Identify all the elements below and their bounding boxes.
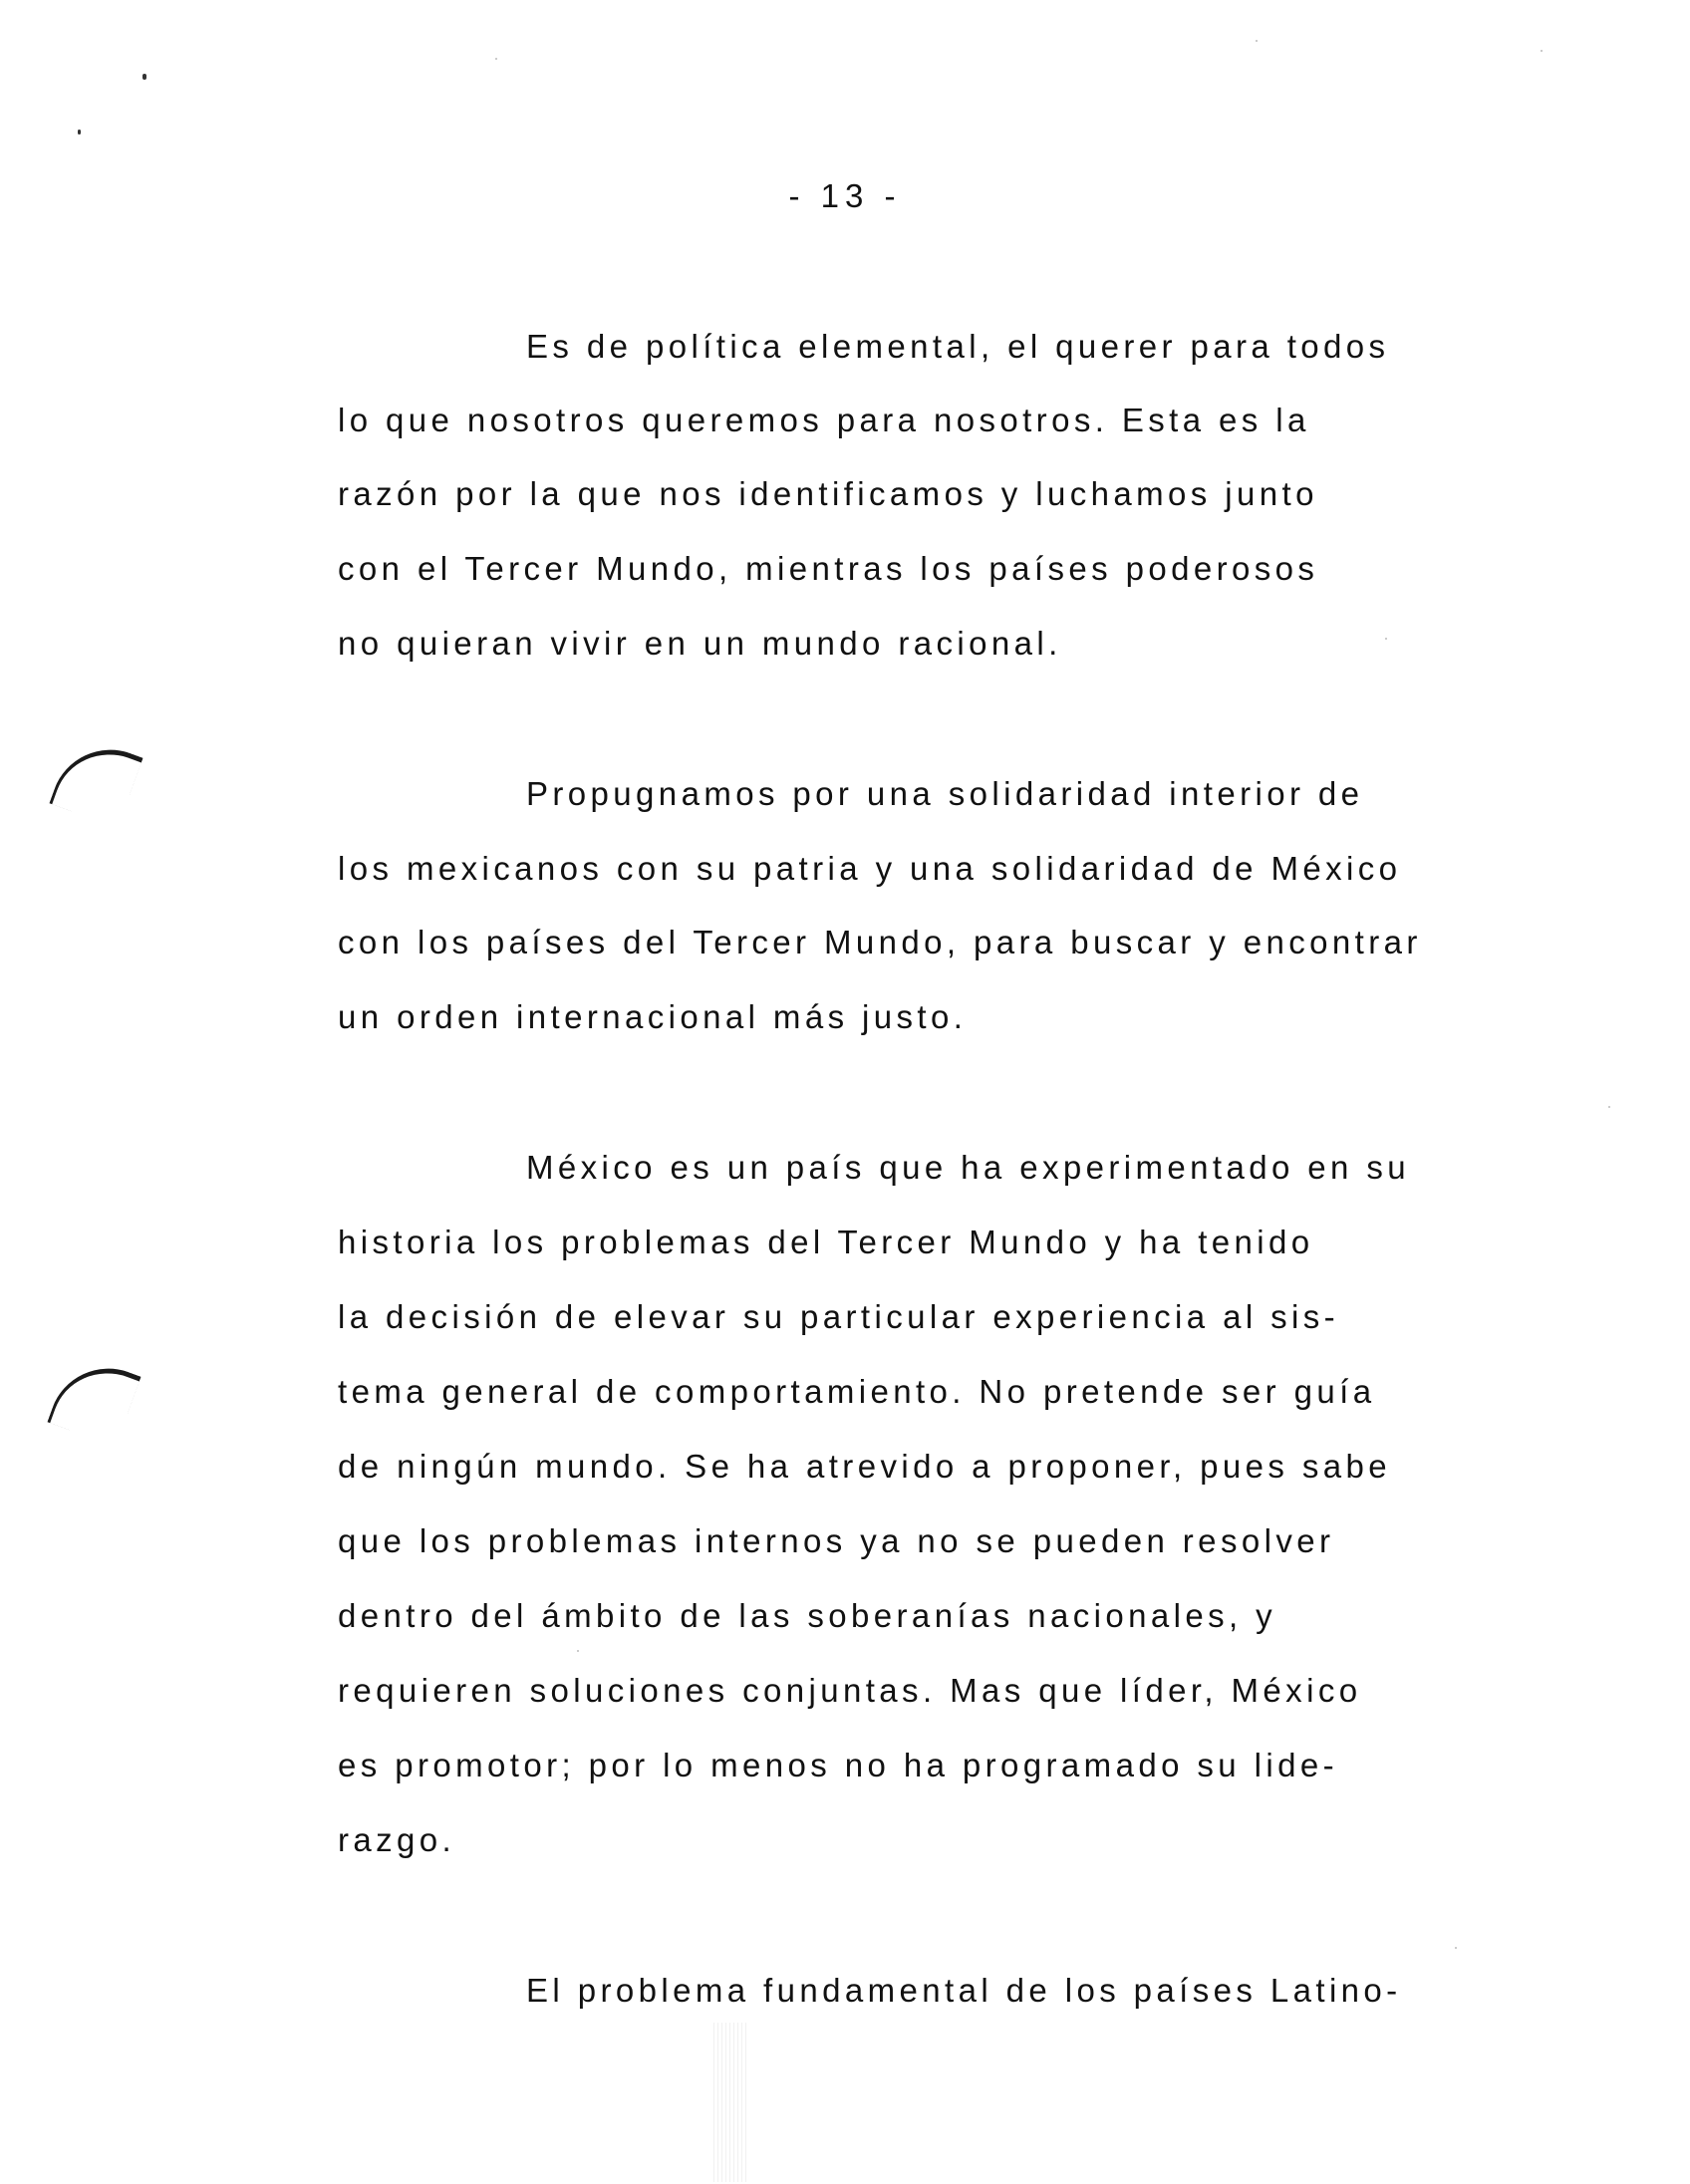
text-line: requieren soluciones conjuntas. Mas que líder, México [338, 1672, 1362, 1709]
text-line: El problema fundamental de los países Latino- [526, 1972, 1402, 2009]
text-line: Es de política elemental, el querer para todos [526, 328, 1390, 365]
text-line: razgo. [338, 1821, 456, 1858]
text-line: con el Tercer Mundo, mientras los países poderosos [338, 550, 1319, 587]
text-line: México es un país que ha experimentado en su [526, 1149, 1411, 1186]
text-line: tema general de comportamiento. No pretende ser guía [338, 1373, 1376, 1410]
text-line: Propugnamos por una solidaridad interior de [526, 775, 1364, 812]
scan-arc-mark [49, 733, 142, 828]
scan-speck [1608, 1106, 1610, 1108]
text-line: los mexicanos con su patria y una solidaridad de México [338, 850, 1402, 887]
scan-arc-mark [47, 1352, 141, 1447]
text-line: que los problemas internos ya no se pueden resolver [338, 1522, 1335, 1559]
text-line: con los países del Tercer Mundo, para buscar y encontrar [338, 924, 1422, 960]
scan-speck [1455, 1947, 1457, 1949]
text-line: de ningún mundo. Se ha atrevido a proponer, pues sabe [338, 1448, 1391, 1485]
scan-speck [1385, 638, 1387, 640]
scan-bleed-through [713, 2023, 749, 2182]
text-line: lo que nosotros queremos para nosotros. Esta es la [338, 402, 1310, 438]
text-line: un orden internacional más justo. [338, 998, 968, 1035]
scan-speck [577, 1650, 579, 1652]
text-line: dentro del ámbito de las soberanías nacionales, y [338, 1597, 1277, 1634]
text-line: la decisión de elevar su particular experiencia al sis- [338, 1298, 1340, 1335]
scan-speck [495, 58, 497, 60]
text-line: no quieran vivir en un mundo racional. [338, 625, 1062, 662]
text-line: historia los problemas del Tercer Mundo y ha tenido [338, 1224, 1314, 1260]
text-line: es promotor; por lo menos no ha programado su lide- [338, 1747, 1338, 1783]
scan-speck [1541, 50, 1543, 52]
scan-dot [142, 74, 146, 80]
scan-dot [78, 130, 81, 135]
scan-speck [1256, 40, 1258, 42]
text-line: razón por la que nos identificamos y luchamos junto [338, 475, 1318, 512]
page-number: - 13 - [788, 177, 902, 214]
